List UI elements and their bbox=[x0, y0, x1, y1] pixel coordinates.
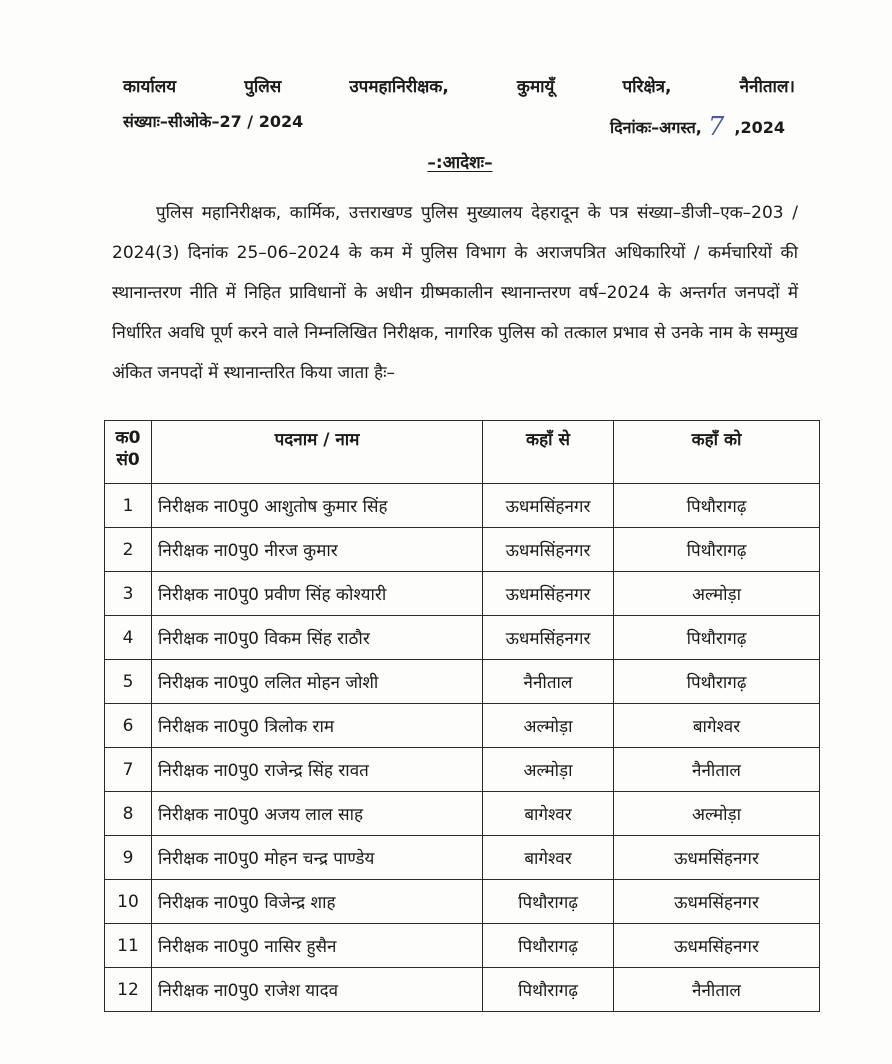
handwritten-day: 7 bbox=[707, 112, 725, 142]
serial-number-cell: 7 bbox=[105, 748, 152, 792]
serial-number-cell: 12 bbox=[105, 968, 152, 1012]
serial-number-cell: 4 bbox=[105, 616, 152, 660]
officer-name-cell: निरीक्षक ना0पु0 आशुतोष कुमार सिंह bbox=[152, 484, 483, 528]
to-district-cell: ऊधमसिंहनगर bbox=[614, 924, 820, 968]
transfer-table bbox=[104, 420, 820, 1012]
to-district-cell: पिथौरागढ़ bbox=[614, 484, 820, 528]
to-district-cell: ऊधमसिंहनगर bbox=[614, 880, 820, 924]
table-row bbox=[105, 968, 820, 1012]
to-district-cell: पिथौरागढ़ bbox=[614, 660, 820, 704]
serial-number-cell: 5 bbox=[105, 660, 152, 704]
serial-number-cell: 9 bbox=[105, 836, 152, 880]
to-district-cell: पिथौरागढ़ bbox=[614, 528, 820, 572]
officer-name-cell: निरीक्षक ना0पु0 मोहन चन्द्र पाण्डेय bbox=[152, 836, 483, 880]
table-row bbox=[105, 616, 820, 660]
table-row bbox=[105, 528, 820, 572]
officer-name-cell: निरीक्षक ना0पु0 राजेश यादव bbox=[152, 968, 483, 1012]
officer-name-cell: निरीक्षक ना0पु0 राजेन्द्र सिंह रावत bbox=[152, 748, 483, 792]
officer-name-cell: निरीक्षक ना0पु0 नासिर हुसैन bbox=[152, 924, 483, 968]
table-row bbox=[105, 836, 820, 880]
officer-name-cell: निरीक्षक ना0पु0 प्रवीण सिंह कोश्यारी bbox=[152, 572, 483, 616]
from-district-cell: पिथौरागढ़ bbox=[483, 880, 614, 924]
office-word: पुलिस bbox=[244, 77, 282, 97]
office-word: नैनीताल। bbox=[739, 77, 795, 97]
from-district-cell: पिथौरागढ़ bbox=[483, 968, 614, 1012]
to-district-cell: अल्मोड़ा bbox=[614, 792, 820, 836]
from-district-cell: अल्मोड़ा bbox=[483, 748, 614, 792]
table-row bbox=[105, 704, 820, 748]
header-designation-name: पदनाम / नाम bbox=[152, 421, 483, 484]
table-row bbox=[105, 924, 820, 968]
office-word: कार्यालय bbox=[123, 77, 177, 97]
to-district-cell: नैनीताल bbox=[614, 968, 820, 1012]
table-row bbox=[105, 748, 820, 792]
to-district-cell: पिथौरागढ़ bbox=[614, 616, 820, 660]
officer-name-cell: निरीक्षक ना0पु0 विकम सिंह राठौर bbox=[152, 616, 483, 660]
header-to: कहाँ को bbox=[614, 421, 820, 484]
office-word: कुमायूँ bbox=[516, 77, 555, 97]
order-body-paragraph: पुलिस महानिरीक्षक, कार्मिक, उत्तराखण्ड पुलिस मुख्यालय देहरादून के पत्र संख्या–डीजी–एक–203 / 2024(3) दिनांक 25–06–2024 के कम में पुलिस विभाग के अराजपत्रित अधिकारियों / कर्मचारियों की स्थानान्तरण नीति में निहित प्राविधानों के अधीन ग्रीष्मकालीन स्थानान्तरण वर्ष–2024 के अन्तर्गत जनपदों में निर्धारित अवधि पूर्ण करने वाले निम्नलिखित निरीक्षक, नागरिक पुलिस को तत्काल प्रभाव से उनके नाम के सम्मुख अंकित जनपदों में स्थानान्तरित किया जाता हैः– bbox=[112, 203, 798, 383]
serial-number-cell: 11 bbox=[105, 924, 152, 968]
reference-line bbox=[123, 110, 785, 140]
serial-number-cell: 10 bbox=[105, 880, 152, 924]
from-district-cell: बागेश्वर bbox=[483, 836, 614, 880]
office-heading bbox=[123, 74, 795, 97]
officer-name-cell: निरीक्षक ना0पु0 त्रिलोक राम bbox=[152, 704, 483, 748]
header-serial-number: क0 सं0 bbox=[105, 421, 152, 484]
officer-name-cell: निरीक्षक ना0पु0 विजेन्द्र शाह bbox=[152, 880, 483, 924]
to-district-cell: नैनीताल bbox=[614, 748, 820, 792]
serial-number-cell: 8 bbox=[105, 792, 152, 836]
table-row bbox=[105, 660, 820, 704]
officer-name-cell: निरीक्षक ना0पु0 नीरज कुमार bbox=[152, 528, 483, 572]
order-date bbox=[610, 110, 785, 140]
date-year: ,2024 bbox=[734, 118, 785, 137]
header-from: कहाँ से bbox=[483, 421, 614, 484]
office-word: परिक्षेत्र, bbox=[622, 77, 672, 97]
officer-name-cell: निरीक्षक ना0पु0 ललित मोहन जोशी bbox=[152, 660, 483, 704]
from-district-cell: ऊधमसिंहनगर bbox=[483, 528, 614, 572]
table-row bbox=[105, 484, 820, 528]
to-district-cell: ऊधमसिंहनगर bbox=[614, 836, 820, 880]
from-district-cell: नैनीताल bbox=[483, 660, 614, 704]
reference-number: संख्याः–सीओके–27 / 2024 bbox=[123, 112, 304, 131]
table-row bbox=[105, 792, 820, 836]
from-district-cell: बागेश्वर bbox=[483, 792, 614, 836]
from-district-cell: ऊधमसिंहनगर bbox=[483, 616, 614, 660]
serial-number-cell: 2 bbox=[105, 528, 152, 572]
table-row bbox=[105, 572, 820, 616]
from-district-cell: अल्मोड़ा bbox=[483, 704, 614, 748]
order-title: –:आदेशः– bbox=[427, 153, 493, 173]
from-district-cell: ऊधमसिंहनगर bbox=[483, 484, 614, 528]
serial-number-cell: 3 bbox=[105, 572, 152, 616]
officer-name-cell: निरीक्षक ना0पु0 अजय लाल साह bbox=[152, 792, 483, 836]
from-district-cell: ऊधमसिंहनगर bbox=[483, 572, 614, 616]
date-prefix: दिनांकः–अगस्त, bbox=[610, 118, 702, 137]
to-district-cell: अल्मोड़ा bbox=[614, 572, 820, 616]
serial-number-cell: 6 bbox=[105, 704, 152, 748]
table-body bbox=[105, 484, 820, 1012]
from-district-cell: पिथौरागढ़ bbox=[483, 924, 614, 968]
table-header-row bbox=[105, 421, 820, 484]
to-district-cell: बागेश्वर bbox=[614, 704, 820, 748]
table-row bbox=[105, 880, 820, 924]
serial-number-cell: 1 bbox=[105, 484, 152, 528]
office-word: उपमहानिरीक्षक, bbox=[349, 77, 449, 97]
